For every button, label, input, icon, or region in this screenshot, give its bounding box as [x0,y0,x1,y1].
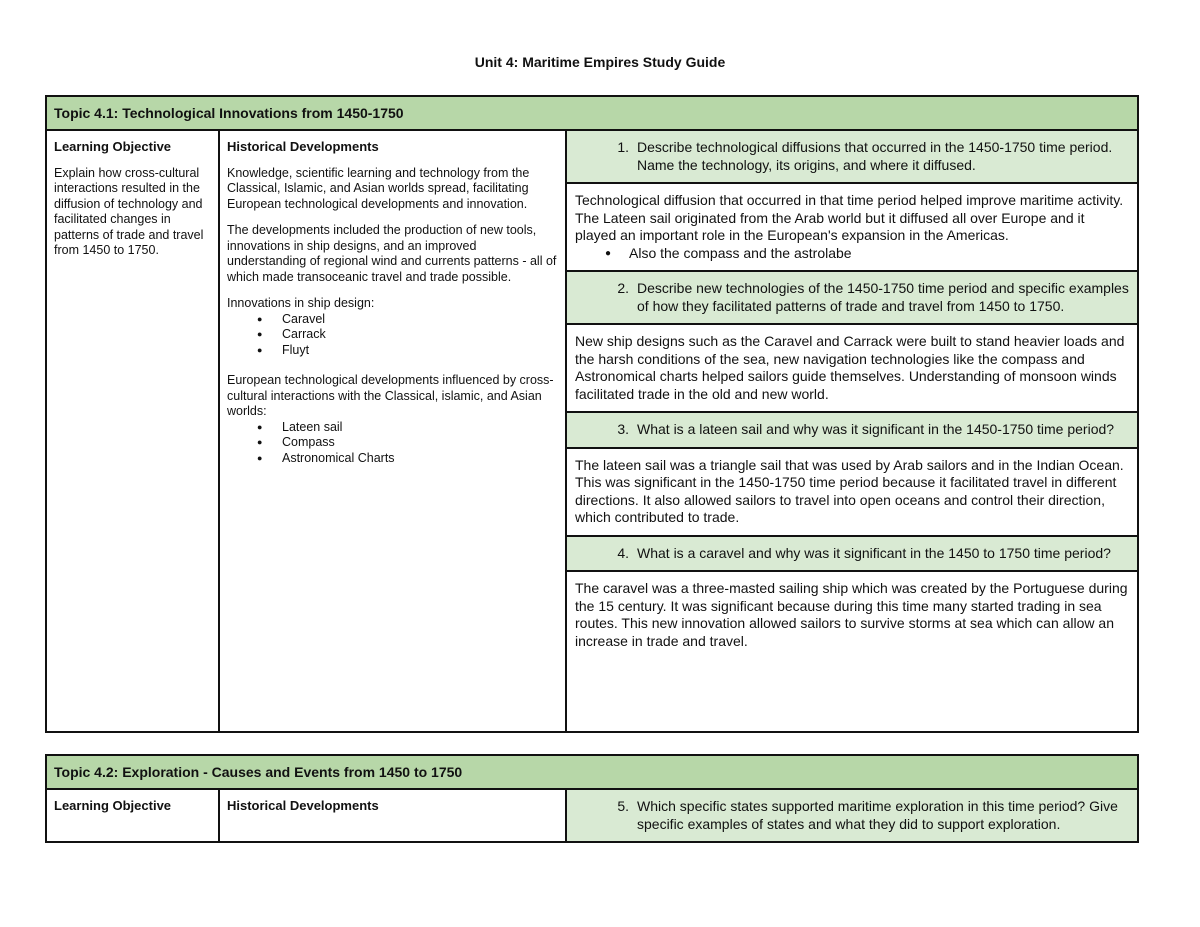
answer-text: The caravel was a three-masted sailing ship which was created by the Portuguese during the 15 century. It was significant because during this time many started trading in sea routes. This new innovation allowed sailors to survive storms at sea which can allow an increase in trade and travel. [575,580,1128,649]
topic-4-2-table [45,754,1139,843]
question-text: What is a lateen sail and why was it significant in the 1450-1750 time period? [637,421,1115,437]
question-box [567,790,1137,841]
question-text: What is a caravel and why was it significant in the 1450 to 1750 time period? [637,544,1111,561]
question-box [567,537,1137,573]
question-box [567,131,1137,184]
topic-4-2-header: Topic 4.2: Exploration - Causes and Events from 1450 to 1750 [46,755,1138,789]
document-title: Unit 4: Maritime Empires Study Guide [474,54,726,70]
question-number: 3. [617,421,629,437]
learning-objective-label: Learning Objective [54,798,172,813]
answer-box [567,184,1137,272]
learning-objective-cell [46,789,219,842]
topic-4-1-header: Topic 4.1: Technological Innovations from 1450-1750 [46,96,1138,130]
question-text: Describe technological diffusions that occurred in the 1450-1750 time period. Name the technology, its origins, and where it diffused. [637,139,1113,173]
hd-paragraph: The developments included the production of new tools, innovations in ship designs, and an improved understanding of regional wind and currents patterns - all of which made transoceanic travel and trade possible. [227,223,557,284]
list-item: ● Caravel [227,312,558,328]
tech-development-list [227,420,558,467]
learning-objective-text: Explain how cross-cultural interactions resulted in the diffusion of technology and facilitated changes in patterns of trade and travel from 1450 to 1750. [54,165,204,257]
historical-developments-cell [219,130,566,732]
list-item: ● Compass [227,435,558,451]
question-text: Describe new technologies of the 1450-1750 time period and specific examples of how they facilitated patterns of trade and travel from 1450 to 1750. [637,280,1129,314]
question-box [567,413,1137,449]
list-item: ● Astronomical Charts [227,451,558,467]
answer-box [567,572,1137,658]
questions-cell [566,789,1138,842]
ship-design-list [227,312,558,359]
historical-developments-label: Historical Developments [227,139,379,154]
historical-developments-cell [219,789,566,842]
question-number: 5. [617,798,629,814]
hd-paragraph: European technological developments influenced by cross-cultural interactions with the Classical, islamic, and Asian worlds: [227,373,554,418]
question-text: Which specific states supported maritime exploration in this time period? Give specific examples of states and what they did to support exploration. [637,798,1118,832]
topic-4-1-table [45,95,1139,733]
list-item: ● Carrack [227,327,558,343]
questions-cell [566,130,1138,732]
question-number: 4. [617,544,629,561]
question-number: 2. [617,280,629,296]
list-item: ● Fluyt [227,343,558,359]
hd-paragraph: Innovations in ship design: [227,296,375,310]
historical-developments-label: Historical Developments [227,798,379,813]
answer-text: The lateen sail was a triangle sail that was used by Arab sailors and in the Indian Ocean. This was significant in the 1450-1750 time period because it facilitated travel in different directions. It also allowed sailors to travel into open oceans and control their direction, which contributed to trade. [575,456,1124,525]
answer-box [567,325,1137,413]
answer-bullet: ● Also the compass and the astrolabe [575,245,1129,263]
hd-paragraph: Knowledge, scientific learning and technology from the Classical, Islamic, and Asian worlds spread, facilitating European technological developments and innovation. [227,165,530,211]
learning-objective-cell [46,130,219,732]
question-number: 1. [617,139,629,155]
list-item: ● Lateen sail [227,420,558,436]
answer-box [567,449,1137,537]
question-box [567,272,1137,325]
answer-text: Technological diffusion that occurred in that time period helped improve maritime activity. The Lateen sail originated from the Arab world but it diffused all over Europe and it played an important role in the European's expansion in the Americas. [575,192,1124,243]
learning-objective-label: Learning Objective [54,139,172,154]
answer-text: New ship designs such as the Caravel and Carrack were built to stand heavier loads and the harsh conditions of the sea, new navigation technologies like the compass and Astronomical charts helped sailors guide themselves. Understanding of monsoon winds facilitated trade in the old and new world. [575,333,1125,402]
